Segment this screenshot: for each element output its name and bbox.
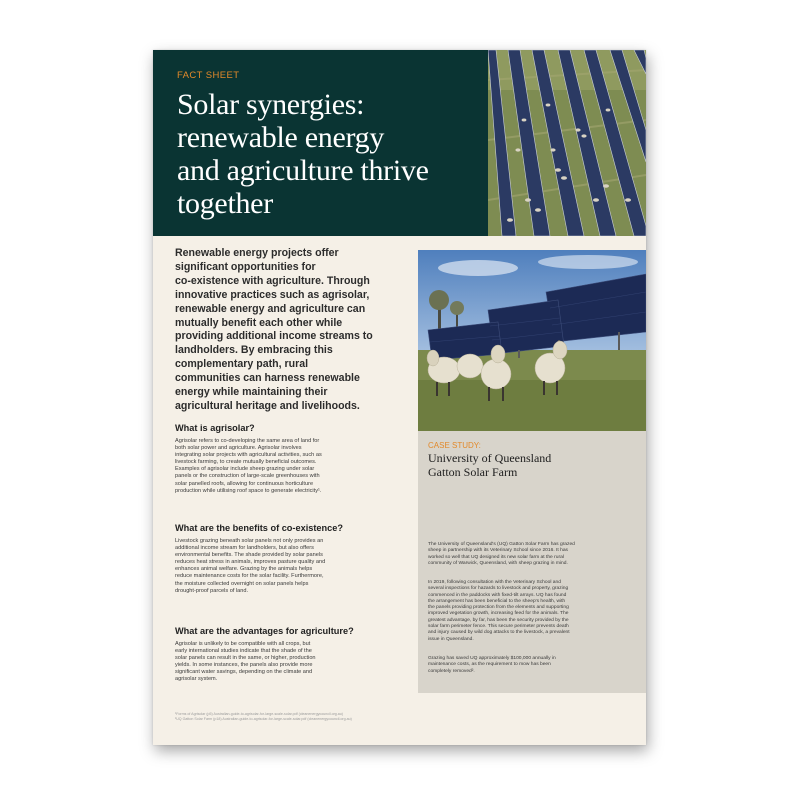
case-line: The University of Queensland's (UQ) Gatton Solar Farm has grazed bbox=[428, 542, 575, 547]
body-line: agrisolar system. bbox=[175, 676, 218, 683]
case-line: greatest advantage, by far, has been the security provided by the bbox=[428, 617, 569, 623]
body-line: environmental benefits. The shade provided by solar panels bbox=[175, 552, 323, 559]
section-heading: What is agrisolar? bbox=[175, 423, 255, 433]
body-line: early international studies indicate that the shade of the bbox=[175, 648, 312, 655]
section-heading: What are the advantages for agriculture? bbox=[175, 626, 354, 636]
case-line: Grazing has saved UQ approximately $100,000 annually in bbox=[428, 656, 556, 661]
case-line: completely removed². bbox=[428, 668, 475, 674]
fact-sheet-page bbox=[153, 50, 646, 745]
intro-line: renewable energy and agriculture can bbox=[175, 302, 366, 315]
title-line: together bbox=[177, 187, 273, 220]
case-study-title bbox=[428, 452, 551, 479]
intro-line: energy while maintaining their bbox=[175, 386, 328, 399]
case-title-line: Gatton Solar Farm bbox=[428, 464, 518, 479]
section-advantages-for-agriculture bbox=[175, 626, 397, 684]
case-title-line: University of Queensland bbox=[428, 451, 552, 465]
section-benefits-of-coexistence bbox=[175, 523, 397, 595]
body-line: enhances animal welfare. Grazing by the animals helps bbox=[175, 566, 313, 573]
body-line: additional income stream for landholders, but also offers bbox=[175, 545, 314, 552]
case-study-photo-sheep bbox=[418, 250, 646, 431]
case-study-paragraph bbox=[428, 656, 640, 675]
intro-line: mutually benefit each other while bbox=[175, 316, 343, 329]
case-line: and injury caused by wild dog attacks to the livestock, a prevalent bbox=[428, 630, 570, 636]
section-what-is-agrisolar bbox=[175, 423, 397, 495]
section-body bbox=[175, 641, 397, 684]
body-line: Agrisolar refers to co-developing the same area of land for bbox=[175, 438, 320, 444]
case-line: In 2019, following consultation with the Veterinary School and bbox=[428, 580, 561, 585]
case-line: several inspections for hazards to livestock and property, grazing bbox=[428, 586, 569, 592]
intro-line: significant opportunities for bbox=[175, 260, 316, 273]
case-study-box bbox=[418, 431, 646, 693]
intro-line: communities can harness renewable bbox=[175, 372, 360, 385]
intro-line: complementary path, rural bbox=[175, 358, 309, 371]
intro-line: providing additional income streams to bbox=[175, 330, 373, 343]
intro-line: innovative practices such as agrisolar, bbox=[175, 288, 370, 301]
footnote: ²UQ Gatton Solar Farm (p18) Australian-guide-to-agrisolar-for-large-scale-solar.pdf (cleanenergycouncil.org.au) bbox=[175, 717, 352, 721]
footnotes bbox=[175, 712, 352, 722]
body-line: panels or the construction of large-scale greenhouses with bbox=[175, 473, 320, 480]
intro-line: co-existence with agriculture. Through bbox=[175, 274, 370, 287]
hero-photo-solar-rows bbox=[488, 50, 646, 236]
body-line: Agrisolar is unlikely to be compatible with all crops, but bbox=[175, 641, 311, 647]
case-line: the panels providing protection from the elements and supporting bbox=[428, 605, 569, 611]
case-line: issue in Queensland. bbox=[428, 636, 474, 642]
fact-sheet-label: FACT SHEET bbox=[177, 70, 240, 81]
case-study-paragraph bbox=[428, 580, 640, 643]
case-line: the arrangement has been beneficial to the sheep's health, with bbox=[428, 598, 566, 604]
title-line: renewable energy bbox=[177, 121, 385, 154]
page-title bbox=[177, 88, 477, 220]
body-line: Examples of agrisolar include sheep grazing under solar bbox=[175, 466, 315, 473]
body-line: reduces heat stress in animals, improves pasture quality and bbox=[175, 559, 326, 566]
body-line: production while utilising roof space to generate electricity¹. bbox=[175, 487, 322, 494]
intro-line: agricultural heritage and livelihoods. bbox=[175, 399, 360, 412]
header-banner bbox=[153, 50, 488, 236]
case-study-label: CASE STUDY: bbox=[428, 441, 481, 450]
case-line: sheep in partnership with its Veterinary School since 2016. It has bbox=[428, 548, 569, 554]
title-line: Solar synergies: bbox=[177, 88, 365, 121]
case-study-paragraph bbox=[428, 542, 640, 567]
case-line: maintenance costs, as the requirement to mow has been bbox=[428, 662, 551, 668]
intro-paragraph bbox=[175, 247, 397, 414]
intro-line: Renewable energy projects offer bbox=[175, 247, 339, 259]
case-line: commenced in the paddocks with fixed-tilt arrays. UQ has found bbox=[428, 592, 567, 598]
case-line: worked so well that UQ designed its new solar farm at the rural bbox=[428, 554, 564, 560]
section-heading: What are the benefits of co-existence? bbox=[175, 523, 343, 533]
body-line: integrating solar projects with agricultural activities, such as bbox=[175, 452, 322, 459]
section-body bbox=[175, 538, 397, 595]
body-line: Livestock grazing beneath solar panels not only provides an bbox=[175, 538, 324, 544]
intro-line: landholders. By embracing this bbox=[175, 344, 333, 357]
body-line: the moisture collected overnight on solar panels helps bbox=[175, 580, 309, 587]
body-line: yields. In some instances, the panels also provide more bbox=[175, 662, 313, 669]
body-line: livestock farming, to create mutually beneficial outcomes. bbox=[175, 459, 317, 466]
body-line: significant water savings, depending on the climate and bbox=[175, 669, 313, 676]
body-line: solar panels can result in the same, or higher, production bbox=[175, 655, 316, 662]
case-line: community of Warwick, Queensland, with sheep grazing in mind. bbox=[428, 560, 568, 566]
footnote: ¹Forms of Agrisolar (p5) Australian-guide-to-agrisolar-for-large-scale-solar.pdf (cleanenergycouncil.org.au) bbox=[175, 712, 343, 716]
body-line: reduce maintenance costs for the solar facility. Furthermore, bbox=[175, 573, 324, 580]
case-line: improved vegetation growth, increasing feed for the animals. The bbox=[428, 611, 569, 617]
section-body bbox=[175, 438, 397, 495]
body-line: drought-proof parcels of land. bbox=[175, 587, 249, 594]
case-line: solar farm perimeter fence. This secure perimeter prevents death bbox=[428, 624, 569, 630]
title-line: and agriculture thrive bbox=[177, 154, 429, 187]
body-line: solar panelled roofs, allowing for continuous horticulture bbox=[175, 480, 314, 487]
body-line: both solar power and agriculture. Agrisolar involves bbox=[175, 445, 302, 452]
